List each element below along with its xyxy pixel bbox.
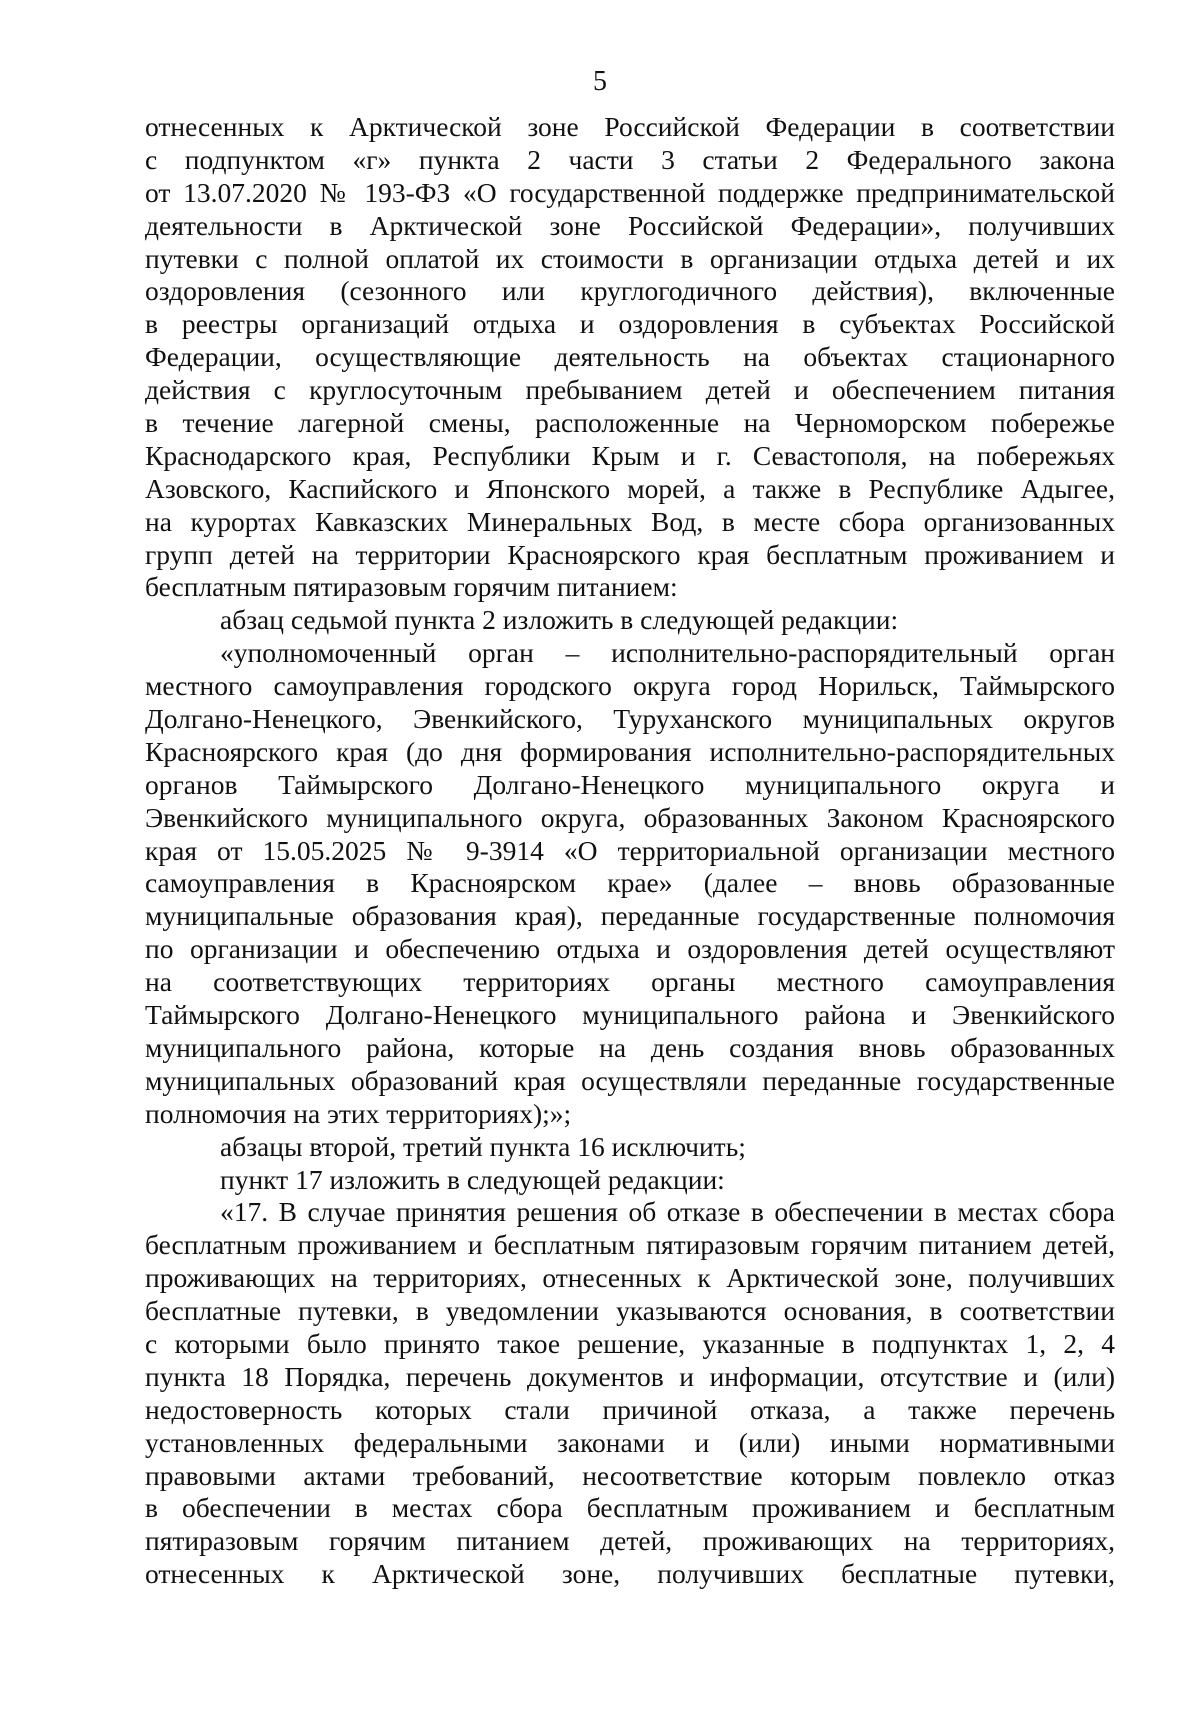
text-line: органов Таймырского Долгано-Ненецкого муниципального округа и xyxy=(145,768,1115,800)
document-body xyxy=(145,111,1115,1591)
text-line: Краснодарского края, Республики Крым и г. Севастополя, на побережьях xyxy=(145,439,1115,471)
text-line: в обеспечении в местах сбора бесплатным проживанием и бесплатным xyxy=(145,1492,1115,1524)
text-line: Федерации, осуществляющие деятельность на объектах стационарного xyxy=(145,341,1115,373)
text-line: Долгано-Ненецкого, Эвенкийского, Туруханского муниципальных округов xyxy=(145,703,1115,735)
text-line: деятельности в Арктической зоне Российской Федерации», получивших xyxy=(145,209,1115,241)
text-line: абзацы второй, третий пункта 16 исключить; xyxy=(220,1130,746,1162)
page-number: 5 xyxy=(593,66,607,97)
text-line: путевки с полной оплатой их стоимости в организации отдыха детей и их xyxy=(145,242,1115,274)
text-line: Эвенкийского муниципального округа, образованных Законом Красноярского xyxy=(145,801,1115,833)
text-line: на соответствующих территориях органы местного самоуправления xyxy=(145,966,1115,998)
text-line: края от 15.05.2025 № 9-3914 «О территориальной организации местного xyxy=(145,834,1115,866)
text-line: муниципальные образования края), переданные государственные полномочия xyxy=(145,900,1115,932)
text-line: Таймырского Долгано-Ненецкого муниципального района и Эвенкийского xyxy=(145,999,1115,1031)
text-line: «17. В случае принятия решения об отказе в обеспечении в местах сбора xyxy=(220,1196,1115,1228)
text-line: правовыми актами требований, несоответствие которым повлекло отказ xyxy=(145,1459,1115,1491)
text-line: бесплатные путевки, в уведомлении указываются основания, в соответствии xyxy=(145,1295,1115,1327)
text-line: местного самоуправления городского округа город Норильск, Таймырского xyxy=(145,670,1115,702)
text-line: групп детей на территории Красноярского края бесплатным проживанием и xyxy=(145,538,1115,570)
text-line: муниципальных образований края осуществляли переданные государственные xyxy=(145,1064,1115,1096)
text-line: пункта 18 Порядка, перечень документов и информации, отсутствие и (или) xyxy=(145,1360,1115,1392)
text-line: с подпунктом «г» пункта 2 части 3 статьи 2 Федерального закона xyxy=(145,143,1115,175)
text-line: в течение лагерной смены, расположенные на Черноморском побережье xyxy=(145,407,1115,439)
text-line: установленных федеральными законами и (или) иными нормативными xyxy=(145,1426,1115,1458)
text-line: от 13.07.2020 № 193-ФЗ «О государственной поддержке предпринимательской xyxy=(145,176,1115,208)
text-line: самоуправления в Красноярском крае» (далее – вновь образованные xyxy=(145,867,1115,899)
text-line: действия с круглосуточным пребыванием детей и обеспечением питания xyxy=(145,374,1115,406)
text-line: по организации и обеспечению отдыха и оздоровления детей осуществляют xyxy=(145,933,1115,965)
text-line: абзац седьмой пункта 2 изложить в следующей редакции: xyxy=(220,604,899,636)
text-line: отнесенных к Арктической зоне, получивших бесплатные путевки, xyxy=(145,1558,1115,1590)
text-line: Красноярского края (до дня формирования исполнительно-распорядительных xyxy=(145,735,1115,767)
text-line: бесплатным проживанием и бесплатным пятиразовым горячим питанием детей, xyxy=(145,1229,1115,1261)
text-line: пункт 17 изложить в следующей редакции: xyxy=(220,1163,725,1195)
text-line: отнесенных к Арктической зоне Российской Федерации в соответствии xyxy=(145,111,1115,142)
text-line: пятиразовым горячим питанием детей, проживающих на территориях, xyxy=(145,1525,1115,1557)
text-line: оздоровления (сезонного или круглогодичного действия), включенные xyxy=(145,275,1115,307)
text-line: проживающих на территориях, отнесенных к Арктической зоне, получивших xyxy=(145,1262,1115,1294)
text-line: полномочия на этих территориях);»; xyxy=(145,1097,572,1129)
text-line: муниципального района, которые на день создания вновь образованных xyxy=(145,1031,1115,1063)
text-line: бесплатным пятиразовым горячим питанием: xyxy=(145,571,678,603)
text-line: «уполномоченный орган – исполнительно-распорядительный орган xyxy=(220,637,1115,669)
text-line: в реестры организаций отдыха и оздоровления в субъектах Российской xyxy=(145,308,1115,340)
text-line: на курортах Кавказских Минеральных Вод, в месте сбора организованных xyxy=(145,505,1115,537)
text-line: с которыми было принято такое решение, указанные в подпунктах 1, 2, 4 xyxy=(145,1327,1115,1359)
text-line: недостоверность которых стали причиной отказа, а также перечень xyxy=(145,1393,1115,1425)
text-line: Азовского, Каспийского и Японского морей, а также в Республике Адыгее, xyxy=(145,472,1115,504)
